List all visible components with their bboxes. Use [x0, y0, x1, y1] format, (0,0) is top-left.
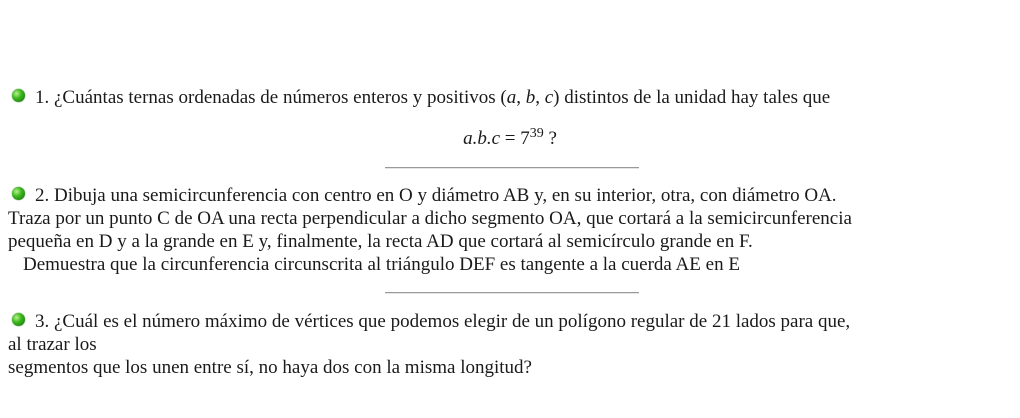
problem-3	[8, 310, 1014, 379]
problem-text: ) distintos de la unidad hay tales que	[553, 87, 831, 108]
problem-number: 2.	[35, 185, 50, 206]
problem-text-line: segmentos que los unen entre sí, no haya dos con la misma longitud?	[8, 357, 532, 378]
separator: ,	[516, 87, 526, 108]
divider	[385, 292, 639, 294]
formula-exponent: 39	[529, 126, 544, 141]
problem-text-line: al trazar los	[8, 334, 97, 355]
problem-text-line: Demuestra que la circunferencia circunscrita al triángulo DEF es tangente a la cuerda AE en E	[23, 254, 740, 275]
problem-1	[8, 86, 1014, 109]
formula-question: ?	[543, 128, 557, 149]
problem-text: ¿Cuántas ternas ordenadas de números enteros y positivos (	[54, 87, 507, 108]
problem-text-line: Traza por un punto C de OA una recta perpendicular a dicho segmento OA, que cortará a la semicircunferencia	[8, 208, 852, 229]
divider	[385, 167, 639, 169]
formula-equals: = 7	[500, 128, 530, 149]
green-ball-bullet-icon	[12, 89, 25, 102]
problem-text-line: Dibuja una semicircunferencia con centro en O y diámetro AB y, en su interior, otra, con diámetro OA.	[54, 185, 837, 206]
separator: ,	[535, 87, 545, 108]
variable-c: c	[544, 87, 554, 108]
problem-2	[8, 184, 1014, 276]
variable-b: b	[525, 87, 536, 108]
problem-text-line: pequeña en D y a la grande en E y, finalmente, la recta AD que cortará al semicírculo grande en F.	[8, 231, 753, 252]
problem-text-line: ¿Cuál es el número máximo de vértices que podemos elegir de un polígono regular de 21 lados para que,	[54, 311, 851, 332]
green-ball-bullet-icon	[12, 313, 25, 326]
green-ball-bullet-icon	[12, 187, 25, 200]
problem-number: 3.	[35, 311, 50, 332]
problem-number: 1.	[35, 87, 50, 108]
formula-lhs: a.b.c	[463, 128, 501, 149]
variable-a: a	[506, 87, 517, 108]
formula	[0, 127, 1020, 150]
